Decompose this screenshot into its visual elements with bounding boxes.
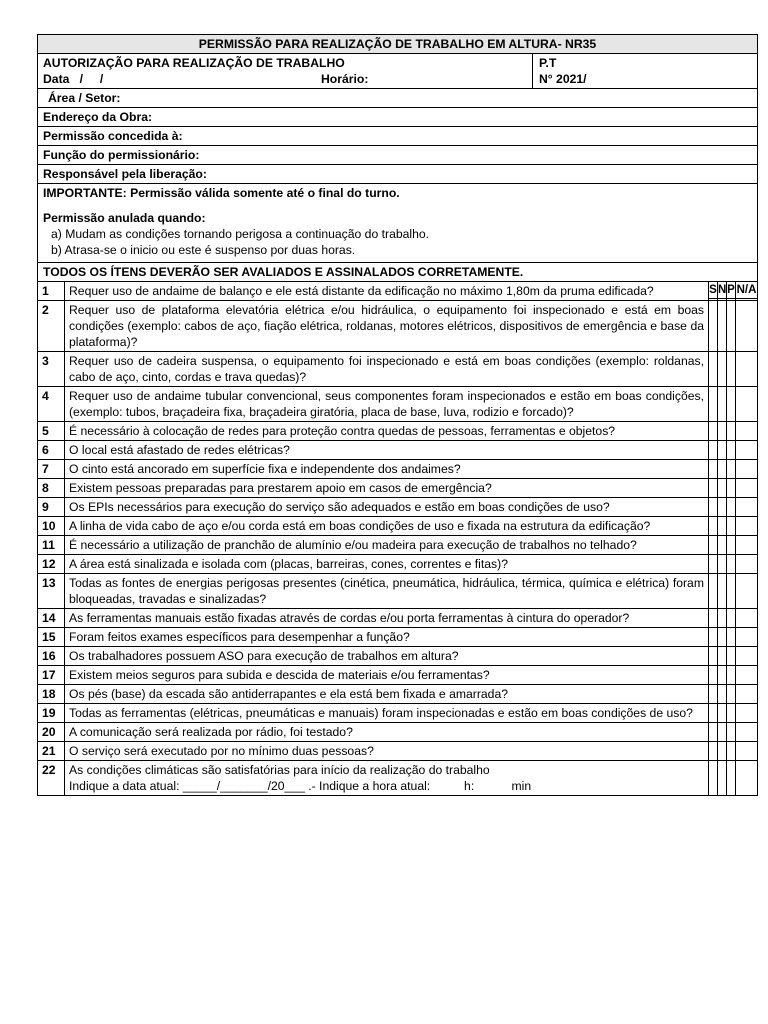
checklist-row — [38, 460, 757, 479]
item-question-text: Requer uso de plataforma elevatória elétrica e/ou hidráulica, o equipamento foi inspecionado e está em boas condições (exemplo: cabos de aço, fiação elétrica, roldanas, motores elétricos, dispositivos de emergência e base da plataforma)? — [69, 303, 704, 349]
item-question — [65, 387, 709, 422]
item-number: 10 — [38, 517, 65, 536]
item-question-text: Todas as fontes de energias perigosas presentes (cinética, pneumática, hidráulica, térmica, química e elétrica) foram bloqueadas, travadas e sinalizadas? — [69, 576, 704, 606]
check-box-p[interactable] — [727, 647, 736, 666]
address-field[interactable] — [38, 108, 757, 127]
responsible-label: Responsável pela liberação: — [43, 167, 207, 181]
check-box-p[interactable] — [727, 352, 736, 387]
item-question — [65, 723, 709, 742]
check-box-n[interactable] — [718, 387, 727, 422]
check-box-na[interactable] — [736, 704, 758, 723]
authorization-left — [38, 54, 533, 88]
check-box-na[interactable] — [736, 742, 758, 761]
check-box-na[interactable] — [736, 685, 758, 704]
check-box-na[interactable] — [736, 555, 758, 574]
check-box-p[interactable] — [727, 685, 736, 704]
item-question — [65, 422, 709, 441]
check-box-s[interactable] — [709, 574, 718, 609]
checklist-row — [38, 647, 757, 666]
check-box-n[interactable] — [718, 574, 727, 609]
address-label: Endereço da Obra: — [43, 110, 153, 124]
permit-form — [37, 34, 758, 796]
validity-notice: IMPORTANTE: Permissão válida somente até o final do turno. — [43, 186, 400, 200]
check-box-na[interactable] — [736, 301, 758, 352]
granted-to-field[interactable] — [38, 127, 757, 146]
checklist-row — [38, 517, 757, 536]
date-time-line — [43, 71, 527, 87]
check-box-s[interactable] — [709, 761, 718, 796]
check-box-s[interactable] — [709, 704, 718, 723]
check-box-p[interactable] — [727, 517, 736, 536]
check-box-na[interactable] — [736, 352, 758, 387]
item-question-text: As ferramentas manuais estão fixadas através de cordas e/ou porta ferramentas à cintura do operador? — [69, 611, 630, 625]
check-box-s[interactable] — [709, 422, 718, 441]
item-question-text: Todas as ferramentas (elétricas, pneumáticas e manuais) foram inspecionadas e estão em boas condições de uso? — [69, 706, 693, 720]
check-box-na[interactable] — [736, 628, 758, 647]
check-box-n[interactable] — [718, 441, 727, 460]
check-box-p[interactable] — [727, 460, 736, 479]
checklist-row — [38, 498, 757, 517]
item-number: 21 — [38, 742, 65, 761]
item-question — [65, 498, 709, 517]
check-box-n[interactable] — [718, 282, 727, 301]
check-box-n[interactable] — [718, 555, 727, 574]
check-box-n[interactable] — [718, 666, 727, 685]
check-box-n[interactable] — [718, 460, 727, 479]
check-box-na[interactable] — [736, 460, 758, 479]
check-box-n[interactable] — [718, 723, 727, 742]
check-box-s[interactable] — [709, 666, 718, 685]
check-box-s[interactable] — [709, 498, 718, 517]
item-number: 19 — [38, 704, 65, 723]
item-number: 13 — [38, 574, 65, 609]
checklist-row — [38, 628, 757, 647]
check-box-na[interactable] — [736, 479, 758, 498]
responsible-field[interactable] — [38, 165, 757, 184]
check-box-s[interactable] — [709, 301, 718, 352]
checklist-row — [38, 574, 757, 609]
check-box-s[interactable] — [709, 647, 718, 666]
checklist-row — [38, 479, 757, 498]
item-number: 5 — [38, 422, 65, 441]
check-box-n[interactable] — [718, 609, 727, 628]
date-field[interactable] — [43, 71, 321, 87]
check-box-na[interactable] — [736, 282, 758, 301]
check-box-p[interactable] — [727, 301, 736, 352]
checklist-row — [38, 301, 757, 352]
item-question — [65, 460, 709, 479]
check-box-s[interactable] — [709, 555, 718, 574]
check-box-p[interactable] — [727, 609, 736, 628]
check-box-p[interactable] — [727, 704, 736, 723]
item-question-text: Os pés (base) da escada são antiderrapantes e ela está bem fixada e amarrada? — [69, 687, 509, 701]
checklist-table — [38, 282, 757, 795]
check-box-p[interactable] — [727, 387, 736, 422]
item-question — [65, 609, 709, 628]
item-question-text: Os trabalhadores possuem ASO para execução de trabalhos em altura? — [69, 649, 459, 663]
pt-label: P.T — [539, 56, 557, 70]
check-box-na[interactable] — [736, 441, 758, 460]
check-box-p[interactable] — [727, 666, 736, 685]
item-question-text: A linha de vida cabo de aço e/ou corda está em boas condições de uso e fixada na estrutura da edificação? — [69, 519, 651, 533]
checklist-row — [38, 723, 757, 742]
checklist-row — [38, 609, 757, 628]
item-question — [65, 742, 709, 761]
item-number: 6 — [38, 441, 65, 460]
cancellation-title: Permissão anulada quando: — [43, 211, 206, 225]
check-box-s[interactable] — [709, 685, 718, 704]
check-box-s[interactable] — [709, 441, 718, 460]
check-box-n[interactable] — [718, 647, 727, 666]
check-box-n[interactable] — [718, 352, 727, 387]
check-box-p[interactable] — [727, 628, 736, 647]
item-question-text: A área está sinalizada e isolada com (placas, barreiras, cones, correntes e fitas)? — [69, 557, 508, 571]
check-box-n[interactable] — [718, 704, 727, 723]
item-question — [65, 441, 709, 460]
role-field[interactable] — [38, 146, 757, 165]
check-box-s[interactable] — [709, 628, 718, 647]
item-number: 18 — [38, 685, 65, 704]
check-box-n[interactable] — [718, 517, 727, 536]
check-box-p[interactable] — [727, 282, 736, 301]
check-box-na[interactable] — [736, 498, 758, 517]
checklist-row — [38, 387, 757, 422]
check-box-s[interactable] — [709, 723, 718, 742]
item-question-text: É necessário à colocação de redes para proteção contra quedas de pessoas, ferramentas e objetos? — [69, 424, 616, 438]
permit-number-field[interactable]: N° 2021/ — [539, 72, 587, 86]
check-box-na[interactable] — [736, 387, 758, 422]
item-question-text: O local está afastado de redes elétricas? — [69, 443, 290, 457]
check-box-s[interactable] — [709, 282, 718, 301]
checklist-row — [38, 422, 757, 441]
item-number: 2 — [38, 301, 65, 352]
check-box-na[interactable] — [736, 574, 758, 609]
check-box-s[interactable] — [709, 517, 718, 536]
check-box-p[interactable] — [727, 742, 736, 761]
item-question — [65, 536, 709, 555]
item-question — [65, 352, 709, 387]
check-box-p[interactable] — [727, 441, 736, 460]
item-question — [65, 685, 709, 704]
item-question — [65, 647, 709, 666]
checklist-row — [38, 352, 757, 387]
item-question-text: Existem meios seguros para subida e descida de materiais e/ou ferramentas? — [69, 668, 490, 682]
item-question — [65, 574, 709, 609]
important-notice — [38, 184, 757, 263]
check-header-p: P — [727, 282, 735, 299]
item-number: 16 — [38, 647, 65, 666]
check-box-s[interactable] — [709, 352, 718, 387]
check-header-n: N — [718, 282, 726, 299]
check-box-n[interactable] — [718, 422, 727, 441]
item-question-text: O cinto está ancorado em superfície fixa e independente dos andaimes? — [69, 462, 461, 476]
check-box-p[interactable] — [727, 536, 736, 555]
checklist-row — [38, 704, 757, 723]
check-box-s[interactable] — [709, 536, 718, 555]
item-question — [65, 282, 709, 301]
item-question — [65, 628, 709, 647]
checklist-row — [38, 742, 757, 761]
check-box-p[interactable] — [727, 498, 736, 517]
item-number: 20 — [38, 723, 65, 742]
item-number: 3 — [38, 352, 65, 387]
check-box-n[interactable] — [718, 536, 727, 555]
check-box-s[interactable] — [709, 479, 718, 498]
item-number: 8 — [38, 479, 65, 498]
item-number: 15 — [38, 628, 65, 647]
check-box-na[interactable] — [736, 517, 758, 536]
time-label: Horário: — [321, 72, 369, 86]
checklist-row — [38, 555, 757, 574]
item-number: 4 — [38, 387, 65, 422]
cancellation-b: b) Atrasa-se o inicio ou este é suspenso por duas horas. — [51, 243, 356, 257]
item-question-text: Requer uso de andaime tubular convencional, seus componentes foram inspecionados e estão em boas condições, (exemplo: tubos, braçadeira fixa, braçadeira giratória, placa de base, luva, rodizio e forcado)? — [69, 389, 704, 419]
item-number: 11 — [38, 536, 65, 555]
checklist-row — [38, 441, 757, 460]
item-question — [65, 704, 709, 723]
check-box-n[interactable] — [718, 685, 727, 704]
item-question — [65, 555, 709, 574]
item-question-text: O serviço será executado por no mínimo duas pessoas? — [69, 744, 374, 758]
form-title: PERMISSÃO PARA REALIZAÇÃO DE TRABALHO EM ALTURA- NR35 — [38, 35, 757, 54]
area-label: Área / Setor: — [48, 91, 121, 105]
check-box-s[interactable] — [709, 609, 718, 628]
time-field[interactable] — [321, 71, 368, 87]
item-question-text: Foram feitos exames específicos para desempenhar a função? — [69, 630, 410, 644]
check-box-p[interactable] — [727, 723, 736, 742]
area-field[interactable] — [38, 89, 757, 108]
item-question-text: É necessário a utilização de pranchão de alumínio e/ou madeira para execução de trabalhos no telhado? — [69, 538, 637, 552]
check-box-n[interactable] — [718, 479, 727, 498]
role-label: Função do permissionário: — [43, 148, 200, 162]
granted-to-label: Permissão concedida à: — [43, 129, 183, 143]
item-number: 12 — [38, 555, 65, 574]
item-question — [65, 517, 709, 536]
item-question-text: As condições climáticas são satisfatórias para início da realização do trabalho — [69, 763, 490, 777]
item-question-text: Requer uso de cadeira suspensa, o equipamento foi inspecionado e está em boas condições (exemplo: roldanas, cabo de aço, cinto, cordas e trava quedas)? — [69, 354, 704, 384]
authorization-block — [38, 54, 757, 89]
date-label: Data / / — [43, 72, 104, 86]
item-question — [65, 666, 709, 685]
cancellation-a: a) Mudam as condições tornando perigosa a continuação do trabalho. — [51, 227, 430, 241]
check-box-na[interactable] — [736, 422, 758, 441]
check-box-na[interactable] — [736, 647, 758, 666]
item-question-text: Requer uso de andaime de balanço e ele está distante da edificação no máximo 1,80m da pruma edificada? — [69, 284, 654, 298]
checklist-row — [38, 536, 757, 555]
check-box-n[interactable] — [718, 628, 727, 647]
item-question — [65, 301, 709, 352]
checklist-row — [38, 282, 757, 301]
checklist-row — [38, 761, 757, 796]
check-box-s[interactable] — [709, 460, 718, 479]
check-box-na[interactable] — [736, 609, 758, 628]
check-box-na[interactable] — [736, 666, 758, 685]
check-box-n[interactable] — [718, 742, 727, 761]
check-box-s[interactable] — [709, 387, 718, 422]
check-box-p[interactable] — [727, 574, 736, 609]
check-box-p[interactable] — [727, 422, 736, 441]
item-number: 7 — [38, 460, 65, 479]
authorization-right — [533, 54, 757, 88]
item-number: 14 — [38, 609, 65, 628]
item-question — [65, 761, 709, 796]
check-header-na: N/A — [736, 282, 757, 299]
check-box-n[interactable] — [718, 498, 727, 517]
check-box-n[interactable] — [718, 761, 727, 796]
item-question-text: Existem pessoas preparadas para prestarem apoio em casos de emergência? — [69, 481, 492, 495]
item-question-text: Os EPIs necessários para execução do serviço são adequados e estão em boas condições de uso? — [69, 500, 610, 514]
check-box-na[interactable] — [736, 723, 758, 742]
check-box-na[interactable] — [736, 761, 758, 796]
check-box-na[interactable] — [736, 536, 758, 555]
check-box-p[interactable] — [727, 761, 736, 796]
check-box-p[interactable] — [727, 479, 736, 498]
instruction-line: TODOS OS ÍTENS DEVERÃO SER AVALIADOS E ASSINALADOS CORRETAMENTE. — [38, 263, 757, 282]
item-question-text: A comunicação será realizada por rádio, foi testado? — [69, 725, 353, 739]
date-time-indication[interactable]: Indique a data atual: _____/_______/20___ .- Indique a hora atual: h: min — [69, 779, 532, 793]
item-number: 22 — [38, 761, 65, 796]
check-header-s: S — [709, 282, 717, 299]
item-question — [65, 479, 709, 498]
authorization-label: AUTORIZAÇÃO PARA REALIZAÇÃO DE TRABALHO — [43, 56, 345, 70]
item-number: 17 — [38, 666, 65, 685]
check-box-s[interactable] — [709, 742, 718, 761]
item-number: 9 — [38, 498, 65, 517]
check-box-n[interactable] — [718, 301, 727, 352]
item-number: 1 — [38, 282, 65, 301]
check-box-p[interactable] — [727, 555, 736, 574]
checklist-row — [38, 666, 757, 685]
checklist-row — [38, 685, 757, 704]
